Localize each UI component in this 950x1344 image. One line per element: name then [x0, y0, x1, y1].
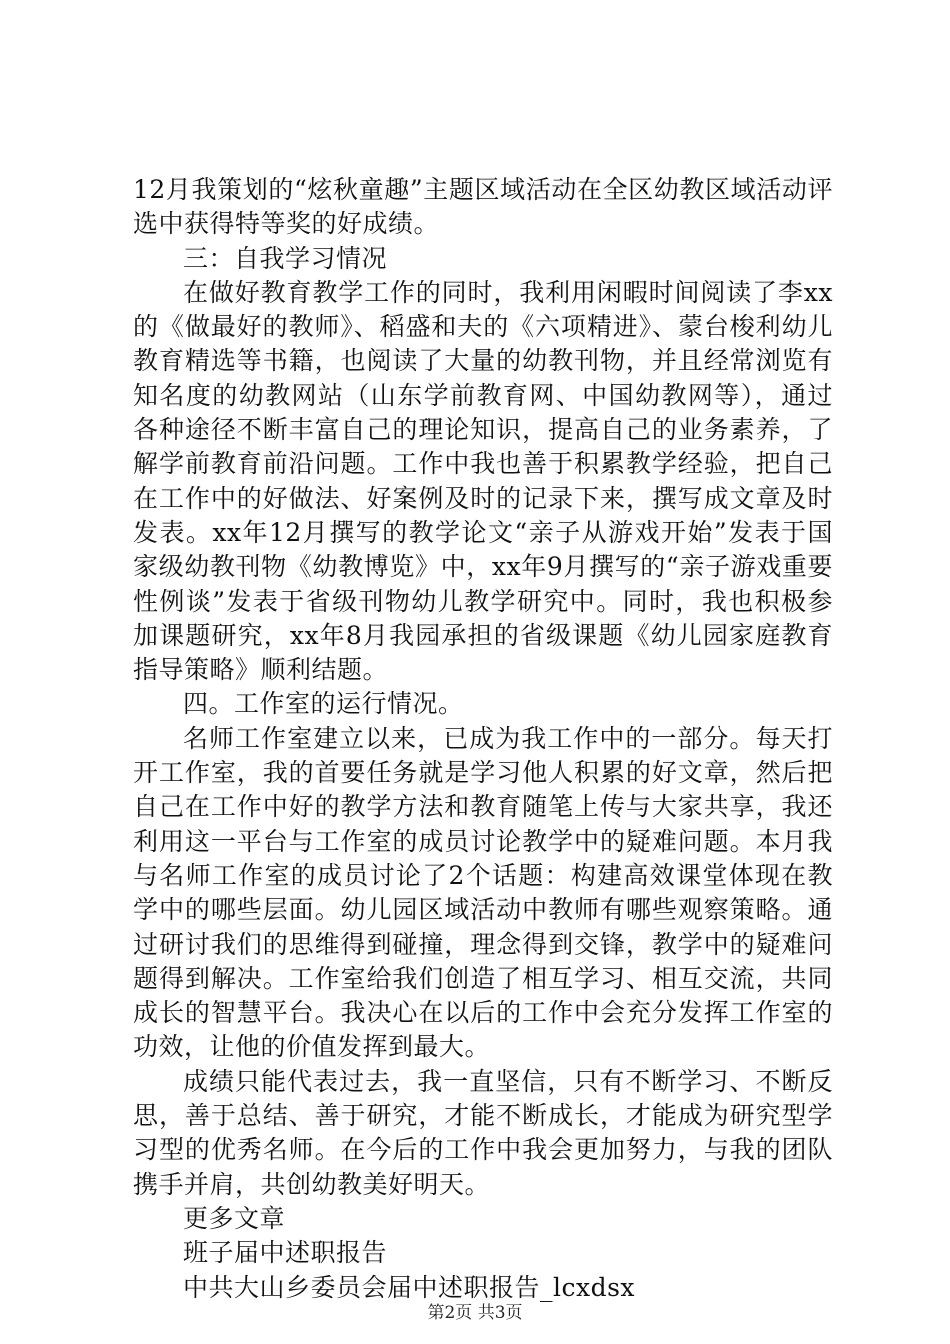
related-article-link[interactable]: 中共大山乡委员会届中述职报告_lcxdsx	[183, 1272, 636, 1302]
paragraph-continuation: 12月我策划的“炫秋童趣”主题区域活动在全区幼教区域活动评选中获得特等奖的好成绩。	[133, 175, 833, 239]
paragraph-studio: 名师工作室建立以来，已成为我工作中的一部分。每天打开工作室，我的首要任务就是学习他人积累的好文章，然后把自己在工作中好的教学方法和教育随笔上传与大家共享，我还利用这一平台与工作室的成员讨论教学中的疑难问题。本月我与名师工作室的成员讨论了2个话题：构建高效课堂体现在教学中的哪些层面。幼儿园区域活动中教师有哪些观察策略。通过研讨我们的思维得到碰撞，理念得到交锋，教学中的疑难问题得到解决。工作室给我们创造了相互学习、相互交流，共同成长的智慧平台。我决心在以后的工作中会充分发挥工作室的功效，让他的价值发挥到最大。	[133, 723, 833, 1062]
more-articles-label: 更多文章	[183, 1203, 286, 1233]
section-heading-self-study: 三：自我学习情况	[183, 243, 388, 273]
paragraph-conclusion: 成绩只能代表过去，我一直坚信，只有不断学习、不断反思，善于总结、善于研究，才能不断成长，才能成为研究型学习型的优秀名师。在今后的工作中我会更加努力，与我的团队携手并肩，共创幼教美好明天。	[133, 1066, 833, 1199]
document-body	[133, 173, 833, 1305]
page-footer	[0, 1302, 950, 1324]
paragraph-self-study: 在做好教育教学工作的同时，我利用闲暇时间阅读了李xx的《做最好的教师》、稻盛和夫的《六项精进》、蒙台梭利幼儿教育精选等书籍，也阅读了大量的幼教刊物，并且经常浏览有知名度的幼教网站（山东学前教育网、中国幼教网等），通过各种途径不断丰富自己的理论知识，提高自己的业务素养，了解学前教育前沿问题。工作中我也善于积累教学经验，把自己在工作中的好做法、好案例及时的记录下来，撰写成文章及时发表。xx年12月撰写的教学论文“亲子从游戏开始”发表于国家级幼教刊物《幼教博览》中，xx年9月撰写的“亲子游戏重要性例谈”发表于省级刊物幼儿教学研究中。同时，我也积极参加课题研究，xx年8月我园承担的省级课题《幼儿园家庭教育指导策略》顺利结题。	[133, 277, 833, 685]
related-article-link[interactable]: 班子届中述职报告	[183, 1238, 388, 1268]
page-number: 第2页 共3页	[427, 1303, 523, 1323]
section-heading-studio: 四。工作室的运行情况。	[183, 689, 464, 719]
